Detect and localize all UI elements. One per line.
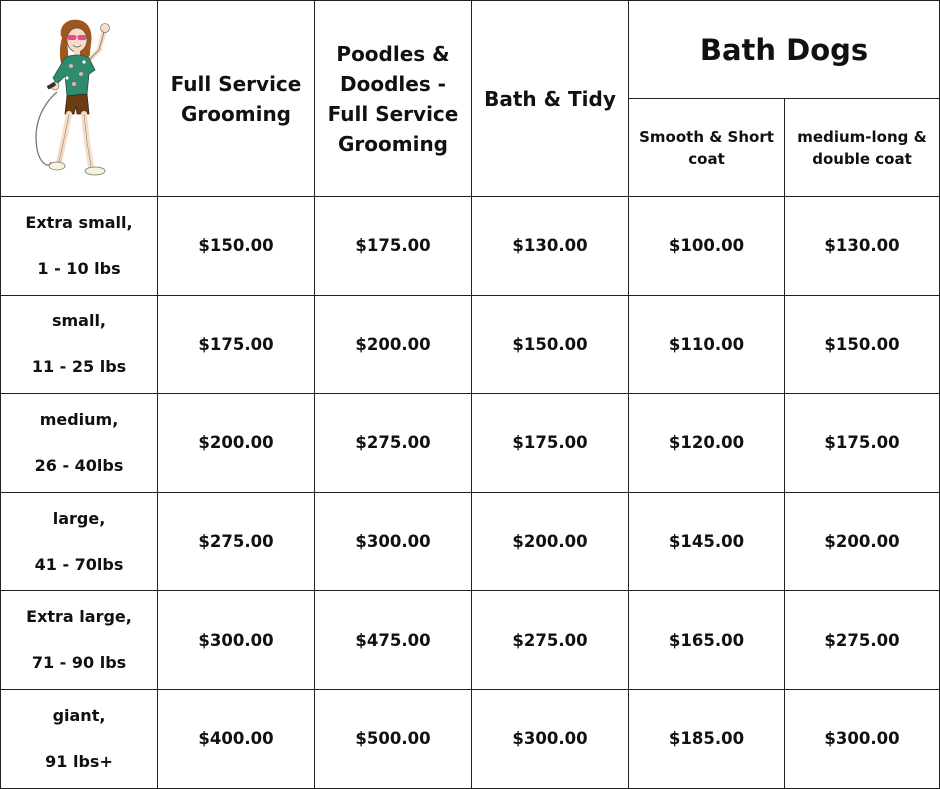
size-cell: [1, 591, 158, 690]
price-cell: $200.00: [315, 295, 472, 394]
price-cell: $110.00: [629, 295, 785, 394]
col-header-bath-dogs: [629, 1, 940, 99]
header-row-top: [1, 1, 940, 99]
size-name: medium,: [39, 409, 119, 429]
bath-dogs-label: Bath Dogs: [699, 32, 869, 67]
price-cell: $150.00: [785, 295, 940, 394]
col-header-bath-tidy: [472, 1, 629, 197]
size-name: giant,: [52, 705, 106, 725]
price-cell: $275.00: [785, 591, 940, 690]
price-cell: $175.00: [785, 394, 940, 493]
price-cell: $300.00: [158, 591, 315, 690]
size-weight: 26 - 40lbs: [34, 455, 124, 475]
size-cell: [1, 394, 158, 493]
price-cell: $275.00: [315, 394, 472, 493]
size-cell: [1, 197, 158, 296]
price-cell: $185.00: [629, 689, 785, 788]
col-header-medium-long: [785, 99, 940, 197]
full-service-label: Full Service Grooming: [170, 71, 302, 126]
col-header-full-service: [158, 1, 315, 197]
size-weight: 91 lbs+: [45, 751, 113, 771]
price-cell: $175.00: [158, 295, 315, 394]
bath-tidy-label: Bath & Tidy: [484, 86, 616, 111]
price-cell: $150.00: [472, 295, 629, 394]
size-name: large,: [52, 508, 106, 528]
price-cell: $200.00: [785, 492, 940, 591]
col-header-poodles: [315, 1, 472, 197]
col-header-smooth: [629, 99, 785, 197]
price-cell: $400.00: [158, 689, 315, 788]
price-cell: $275.00: [158, 492, 315, 591]
price-cell: $165.00: [629, 591, 785, 690]
smooth-label: Smooth & Short coat: [639, 127, 774, 168]
groomer-woman-icon: [29, 14, 129, 179]
logo-cell: [1, 1, 158, 197]
price-cell: $145.00: [629, 492, 785, 591]
table-row: [1, 295, 940, 394]
size-weight: 11 - 25 lbs: [31, 357, 127, 377]
price-cell: $120.00: [629, 394, 785, 493]
size-name: Extra small,: [25, 212, 133, 232]
price-cell: $175.00: [472, 394, 629, 493]
table-row: [1, 689, 940, 788]
price-cell: $130.00: [472, 197, 629, 296]
price-cell: $100.00: [629, 197, 785, 296]
price-cell: $275.00: [472, 591, 629, 690]
price-cell: $500.00: [315, 689, 472, 788]
size-weight: 71 - 90 lbs: [31, 653, 127, 673]
price-cell: $200.00: [158, 394, 315, 493]
price-cell: $200.00: [472, 492, 629, 591]
table-row: [1, 197, 940, 296]
poodles-label: Poodles & Doodles - Full Service Grooming: [327, 41, 459, 156]
price-cell: $175.00: [315, 197, 472, 296]
table-row: [1, 492, 940, 591]
price-cell: $150.00: [158, 197, 315, 296]
medium-long-label: medium-long & double coat: [797, 127, 927, 168]
size-cell: [1, 492, 158, 591]
price-cell: $130.00: [785, 197, 940, 296]
price-cell: $300.00: [315, 492, 472, 591]
size-name: small,: [51, 311, 107, 331]
size-weight: 1 - 10 lbs: [37, 258, 121, 278]
size-weight: 41 - 70lbs: [34, 554, 124, 574]
price-cell: $300.00: [472, 689, 629, 788]
size-name: Extra large,: [26, 607, 132, 627]
price-cell: $475.00: [315, 591, 472, 690]
size-cell: [1, 295, 158, 394]
table-row: [1, 394, 940, 493]
size-cell: [1, 689, 158, 788]
table-row: [1, 591, 940, 690]
price-cell: $300.00: [785, 689, 940, 788]
